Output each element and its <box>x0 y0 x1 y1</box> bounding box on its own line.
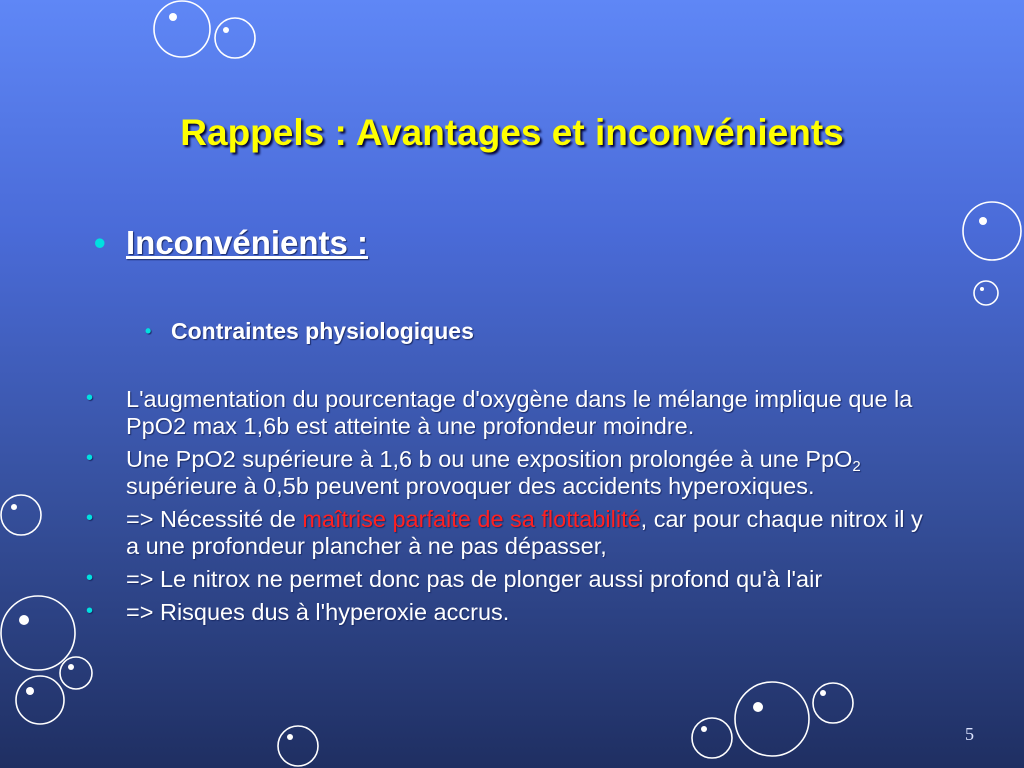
slide-title: Rappels : Avantages et inconvénients <box>180 112 844 153</box>
list-item <box>84 446 924 500</box>
subscript: 2 <box>852 458 861 475</box>
list-item <box>84 599 924 626</box>
page-number: 5 <box>965 724 974 744</box>
bullet-icon: • <box>86 567 94 589</box>
list-item-text-before: Une PpO2 supérieure à 1,6 b ou une exposition prolongée à une PpO <box>126 446 853 472</box>
bullet-icon: • <box>94 224 106 261</box>
bullet-icon: • <box>86 387 94 409</box>
bullet-icon: • <box>86 507 94 529</box>
heading-inconvenients <box>94 224 368 262</box>
subheading-text: Contraintes physiologiques <box>171 318 474 344</box>
list-item-text-before: => Nécessité de <box>126 506 303 532</box>
list-item-text-after: , car pour chaque nitrox il y a une profondeur plancher à ne pas dépasser, <box>126 506 923 559</box>
list-item <box>84 506 924 560</box>
list-item <box>84 386 924 440</box>
list-item-text: => Risques dus à l'hyperoxie accrus. <box>126 599 510 625</box>
highlight-text: maîtrise parfaite de sa flottabilité <box>302 506 641 532</box>
list-item-text: => Le nitrox ne permet donc pas de plonger aussi profond qu'à l'air <box>126 566 823 592</box>
bullet-icon: • <box>86 447 94 469</box>
bullet-icon: • <box>145 321 152 341</box>
bullet-icon: • <box>86 600 94 622</box>
list-item <box>84 566 924 593</box>
list-item-text: L'augmentation du pourcentage d'oxygène dans le mélange implique que la PpO2 max 1,6b est atteinte à une profondeur moindre. <box>126 386 913 439</box>
heading-text: Inconvénients : <box>126 224 369 261</box>
subheading-contraintes <box>145 318 474 345</box>
list-item-text-after: supérieure à 0,5b peuvent provoquer des accidents hyperoxiques. <box>126 473 815 499</box>
bullet-list <box>84 386 924 632</box>
